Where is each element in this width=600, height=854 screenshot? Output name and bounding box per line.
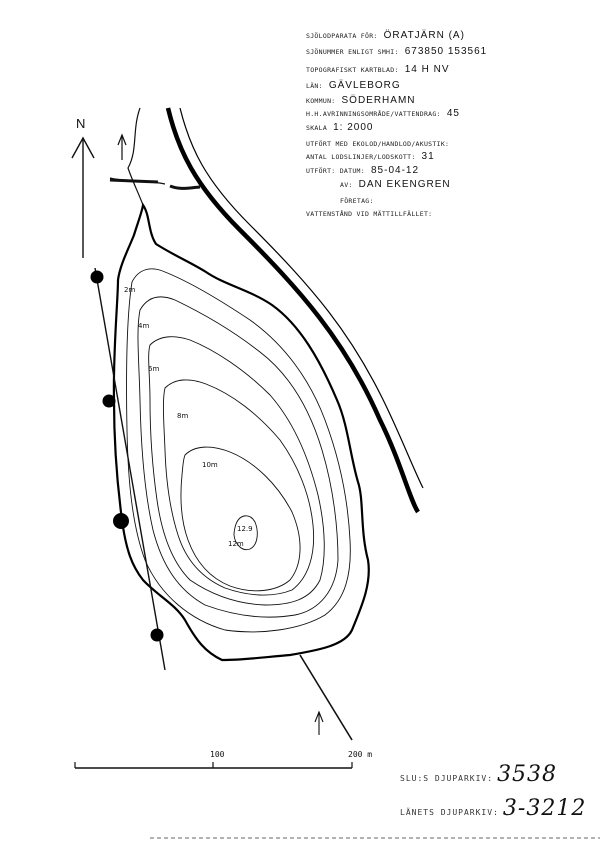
depth-label-max: 12.9 (237, 525, 253, 533)
info-row: SJÖNUMMER ENLIGT SMHI: 673850 153561 (306, 46, 488, 57)
info-row: FÖRETAG: (340, 197, 374, 205)
depth-label-6m: 6m (148, 365, 160, 373)
contour-10m (181, 447, 300, 591)
info-row: SJÖLODPARATA FÖR: ÖRATJÄRN (A) (306, 30, 465, 41)
pole (113, 513, 129, 529)
pole (91, 271, 104, 284)
scale-bar (75, 762, 352, 768)
pole (151, 629, 164, 642)
depth-label-2m: 2m (124, 286, 136, 294)
info-row: KOMMUN: SÖDERHAMN (306, 95, 416, 106)
depth-label-8m: 8m (177, 412, 189, 420)
scale-label-100: 100 (210, 750, 225, 759)
county-archive-number: 3-3212 (502, 796, 587, 821)
north-arrow (72, 138, 94, 258)
outflow-stream (300, 655, 352, 740)
info-row: TOPOGRAFISKT KARTBLAD: 14 H NV (306, 64, 450, 75)
info-row: AV: DAN EKENGREN (340, 179, 451, 190)
slu-archive-number: 3538 (497, 762, 558, 787)
depth-contours (127, 269, 351, 632)
depth-label-4m: 4m (138, 322, 150, 330)
depth-label-12m: 12m (228, 540, 244, 548)
pole (103, 395, 116, 408)
info-row: SKALA 1: 2000 (306, 122, 374, 133)
info-row: H.H.AVRINNINGSOMRÅDE/VATTENDRAG: 45 (306, 108, 460, 119)
contour-2m (127, 269, 351, 632)
north-label: N (76, 116, 86, 131)
info-row: VATTENSTÅND VID MÄTTILLFÄLLET: (306, 210, 433, 218)
info-row: UTFÖRT: DATUM: 85-04-12 (306, 165, 420, 176)
info-row: LÄN: GÄVLEBORG (306, 80, 401, 91)
shoreline (114, 205, 369, 660)
county-archive: LÄNETS DJUPARKIV: 3-3212 (400, 796, 587, 821)
depth-label-10m: 10m (202, 461, 218, 469)
info-row: ANTAL LODSLINJER/LODSKOTT: 31 (306, 151, 435, 162)
info-row: UTFÖRT MED EKOLOD/HANDLOD/AKUSTIK: (306, 140, 450, 148)
slu-archive: SLU:S DJUPARKIV: 3538 (400, 762, 558, 787)
scale-label-200m: 200 m (348, 750, 373, 759)
